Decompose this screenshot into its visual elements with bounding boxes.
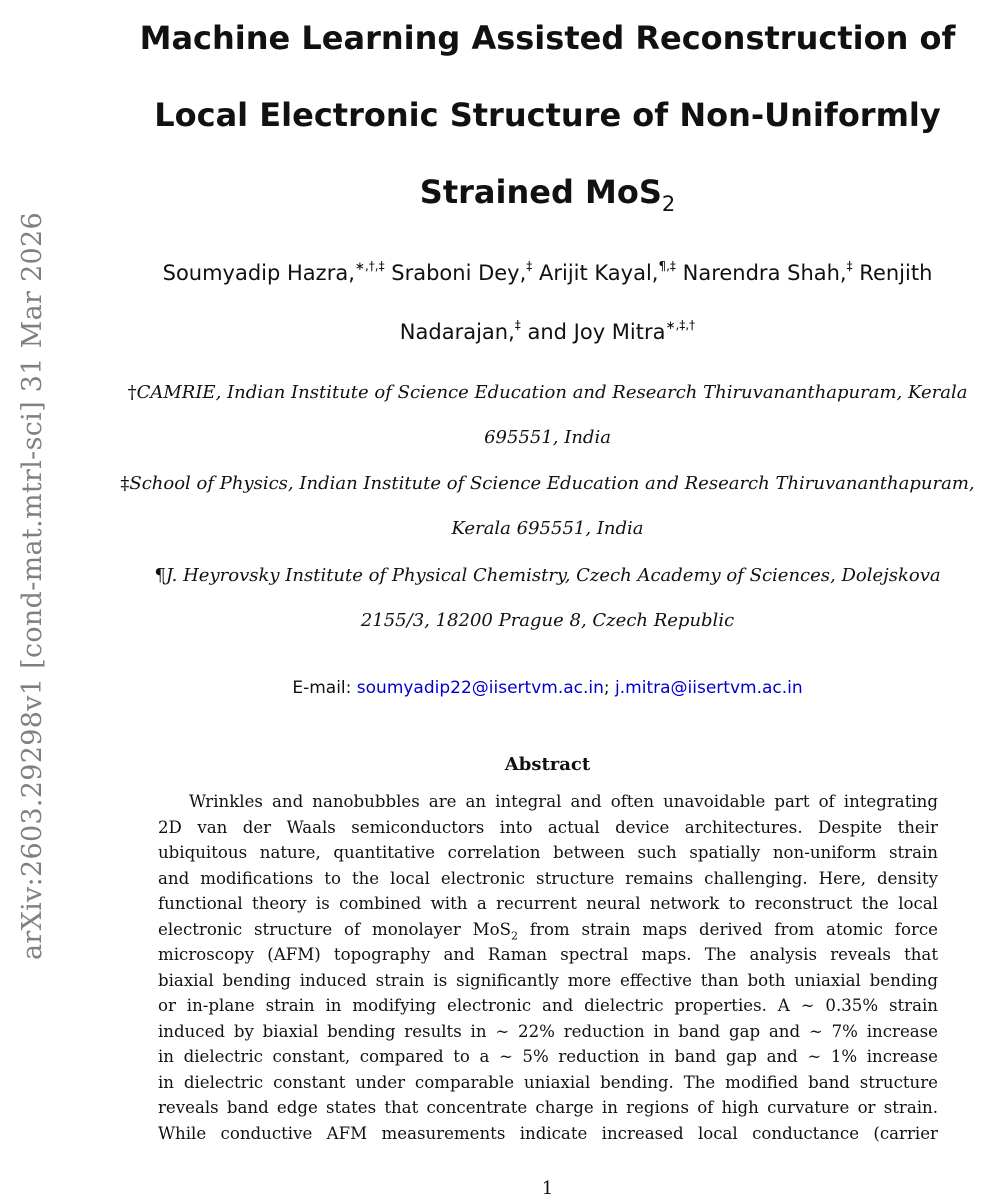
author-name: Sraboni Dey,	[391, 261, 527, 285]
author-affiliation-marks: ‡	[526, 259, 533, 273]
abstract-line-part: electronic structure of monolayer MoS	[158, 919, 511, 939]
author-name: Arijit Kayal,	[538, 261, 659, 285]
abstract-line: in dielectric constant, compared to a ∼ 5% reduction in band gap and ∼ 1% increase	[158, 1047, 938, 1066]
abstract-line: or in-plane strain in modifying electronic and dielectric properties. A ∼ 0.35% strain	[158, 996, 938, 1015]
author-conjunction: and	[527, 320, 567, 344]
affiliation-text: 2155/3, 18200 Prague 8, Czech Republic	[360, 610, 735, 631]
email-separator: ;	[603, 678, 610, 698]
author-name: Soumyadip Hazra,	[162, 261, 355, 285]
abstract-line	[158, 917, 938, 943]
abstract-line: Wrinkles and nanobubbles are an integral and often unavoidable part of integrating	[189, 792, 938, 811]
abstract-line: ubiquitous nature, quantitative correlation between such spatially non-uniform strain	[158, 843, 938, 862]
abstract-line: While conductive AFM measurements indicate increased local conductance (carrier	[158, 1123, 938, 1143]
abstract-heading: Abstract	[504, 754, 591, 775]
abstract-line: 2D van der Waals semiconductors into actual device architectures. Despite their	[158, 817, 938, 837]
affiliation-1	[100, 370, 995, 460]
affiliation-text: Kerala 695551, India	[451, 518, 644, 539]
affiliation-mark: ‡	[120, 473, 130, 494]
abstract-line: microscopy (AFM) topography and Raman spectral maps. The analysis reveals that	[158, 945, 938, 964]
affiliation-text: CAMRIE, Indian Institute of Science Education and Research Thiruvananthapuram, Kerala	[136, 382, 968, 403]
paper-title	[100, 0, 995, 235]
author-name: Joy Mitra	[573, 320, 666, 344]
author-affiliation-marks: ‡	[846, 259, 853, 273]
author-affiliation-marks: ∗,‡,†	[665, 318, 696, 332]
abstract-line: functional theory is combined with a recurrent neural network to reconstruct the local	[158, 894, 938, 913]
affiliation-text: 695551, India	[484, 427, 611, 448]
title-line-1: Machine Learning Assisted Reconstruction of	[139, 19, 956, 57]
author-name: Renjith Nadarajan,	[399, 261, 933, 344]
abstract-line: and modifications to the local electronic structure remains challenging. Here, density	[158, 868, 938, 888]
title-line-3: Strained MoS	[419, 173, 662, 211]
arxiv-identifier: arXiv:2603.29298v1 [cond-mat.mtrl-sci] 31 Mar 2026	[17, 212, 48, 960]
abstract-line: reveals band edge states that concentrate charge in regions of high curvature or strain.	[158, 1098, 938, 1117]
abstract-subscript: 2	[511, 928, 518, 942]
author-name: Narendra Shah,	[682, 261, 847, 285]
abstract-line: biaxial bending induced strain is significantly more effective than both uniaxial bending	[158, 970, 938, 990]
email-link-hazra[interactable]: soumyadip22@iisertvm.ac.in	[356, 678, 604, 698]
title-line-2: Local Electronic Structure of Non-Uniformly	[154, 96, 941, 134]
arxiv-sidebar	[0, 0, 60, 1200]
page-number: 1	[541, 1178, 554, 1199]
author-affiliation-marks: ‡	[514, 318, 521, 332]
affiliation-text: J. Heyrovsky Institute of Physical Chemistry, Czech Academy of Sciences, Dolejskova	[165, 565, 941, 586]
author-affiliation-marks: ¶,‡	[658, 259, 676, 273]
title-subscript: 2	[661, 192, 676, 216]
abstract-body	[158, 789, 938, 1146]
abstract-line: induced by biaxial bending results in ∼ 22% reduction in band gap and ∼ 7% increase	[158, 1021, 938, 1041]
abstract-line-part: from strain maps derived from atomic force	[518, 919, 938, 939]
email-label: E-mail:	[292, 678, 352, 698]
affiliation-text: School of Physics, Indian Institute of Science Education and Research Thiruvananthapuram,	[129, 473, 975, 494]
author-list	[110, 245, 985, 363]
affiliation-2	[100, 461, 995, 551]
author-affiliation-marks: ∗,†,‡	[354, 259, 385, 273]
email-line	[100, 672, 995, 704]
abstract-line: in dielectric constant under comparable uniaxial bending. The modified band structure	[158, 1072, 938, 1092]
affiliation-mark: †	[127, 382, 137, 403]
affiliation-3	[100, 553, 995, 643]
email-link-mitra[interactable]: j.mitra@iisertvm.ac.in	[615, 678, 803, 698]
affiliation-mark: ¶	[154, 565, 166, 586]
